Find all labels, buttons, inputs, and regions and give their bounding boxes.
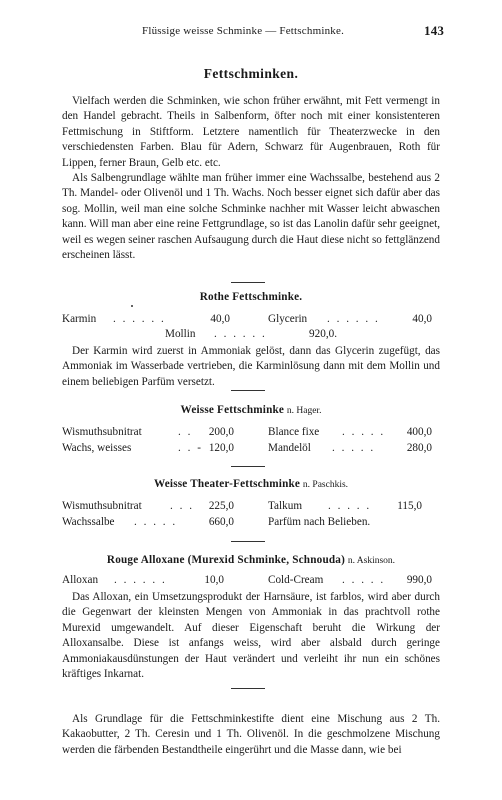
ingredient-leader: . . - — [178, 442, 203, 454]
ingredient-row — [0, 313, 502, 329]
recipe-title — [0, 478, 502, 490]
ingredient-row — [0, 426, 502, 442]
section-title: Fettschminken. — [203, 66, 299, 81]
ingredient-name: Parfüm nach Belieben. — [268, 516, 371, 528]
intro-paragraph: Vielfach werden die Schminken, wie schon früher erwähnt, mit Fett vermengt in den Handel gebracht. Theils in Salbenform, öfter noch mit einer konsistenteren Fettmischung in Stiftform. Letztere namentlich für Theaterzwecke in den verschiedensten Farben. Blau für Adern, Schwarz für Augenbrauen, Roth für Lippen, ferner Braun, Gelb etc. etc. — [62, 95, 440, 169]
ingredient-amount: 660,0 — [208, 516, 234, 528]
ingredient-amount: 920,0. — [309, 328, 337, 340]
section-divider — [231, 282, 265, 283]
ingredient-name: Blance fixe — [268, 426, 320, 438]
ingredient-row — [0, 328, 502, 344]
section-divider — [231, 541, 265, 542]
recipe-title-text: Weisse Fettschminke — [180, 404, 285, 416]
ingredient-row — [0, 500, 502, 516]
recipe-paragraph: Der Karmin wird zuerst in Ammoniak gelöst, dann das Glycerin zugefügt, das Ammoniak im Wasserbade vertrieben, die Karminlösung dann mit dem Mollin und einem beliebigen Parfüm versetzt. — [62, 345, 440, 388]
recipe-text — [62, 344, 440, 390]
ingredient-name: Wismuthsubnitrat — [62, 500, 142, 512]
ingredient-leader: . . . . . . — [327, 313, 380, 325]
closing-paragraph: Als Grundlage für die Fettschminkestifte dient eine Mischung aus 2 Th. Kakaobutter, 2 Th. Ceresin und 1 Th. Olivenöl. In die geschmolzene Mischung werden die färbenden Bestandtheile eingerührt und die Masse dann, wie bei — [62, 713, 440, 756]
ingredient-name: Wachssalbe — [62, 516, 115, 528]
ingredient-leader: . . . . . — [342, 426, 386, 438]
ingredient-amount: 40,0 — [210, 313, 230, 325]
recipe-author: n. Hager. — [286, 406, 322, 416]
page-number: 143 — [424, 23, 445, 38]
recipe-title — [0, 554, 502, 566]
recipe-paragraph: Das Alloxan, ein Umsetzungsprodukt der Harnsäure, ist farblos, wird aber durch die Gegenwart der kleinsten Mengen von Ammoniak in das prachtvoll rothe Murexid umgewandelt. Auf dieser Eigenschaft beruht die Wirkung der Alloxansalbe. Diese ist anfangs weiss, wird aber alsbald durch geringe Ammoniakausdünstungen der Haut verändert und verleiht ihr nun ein schönes kräftiges Inkarnat. — [62, 591, 440, 681]
ingredient-name: Glycerin — [268, 313, 308, 325]
recipe-author: n. Paschkis. — [302, 480, 349, 490]
ingredient-name: Karmin — [62, 313, 97, 325]
ingredient-amount: 120,0 — [208, 442, 234, 454]
section-divider — [231, 390, 265, 391]
ingredient-leader: . . — [178, 426, 193, 438]
ingredient-leader: . . . . . — [332, 442, 376, 454]
section-divider — [231, 466, 265, 467]
ingredient-name: Wachs, weisses — [62, 442, 132, 454]
recipe-title-text: Rouge Alloxane (Murexid Schminke, Schnouda) — [106, 554, 346, 566]
recipe-title — [0, 291, 502, 303]
ingredient-amount: 40,0 — [412, 313, 432, 325]
recipe-title-text: Rothe Fettschminke. — [199, 291, 303, 303]
intro-paragraph: Als Salbengrundlage wählte man früher immer eine Wachssalbe, bestehend aus 2 Th. Mandel- oder Olivenöl und 1 Th. Wachs. Noch besser eignet sich dafür aber das sog. Mollin, weil man eine solche Schminke nachher mit Wasser leicht abwaschen kann. Will man aber eine reine Fettgrundlage, so ist das Lanolin dafür sehr geeignet, weil es wegen seiner raschen Aufsaugung durch die Haut diese nicht so fettglänzend erscheinen lässt. — [62, 172, 440, 262]
ingredient-amount: 280,0 — [406, 442, 432, 454]
ingredient-leader: . . . . . . — [114, 574, 167, 586]
ingredient-amount: 225,0 — [208, 500, 234, 512]
intro-text — [62, 94, 440, 263]
ingredient-row — [0, 442, 502, 458]
ingredient-name: Alloxan — [62, 574, 99, 586]
ingredient-leader: . . . — [170, 500, 194, 512]
recipe-text — [62, 590, 440, 682]
recipe-author: n. Askinson. — [347, 556, 396, 566]
print-speck — [131, 305, 133, 307]
ingredient-amount: 200,0 — [208, 426, 234, 438]
recipe-title-text: Weisse Theater-Fettschminke — [153, 478, 301, 490]
ingredient-amount: 10,0 — [204, 574, 224, 586]
ingredient-name: Mollin — [165, 328, 196, 340]
ingredient-amount: 400,0 — [406, 426, 432, 438]
ingredient-row — [0, 574, 502, 590]
ingredient-leader: . . . . . — [134, 516, 178, 528]
ingredient-leader: . . . . . — [342, 574, 386, 586]
ingredient-name: Talkum — [268, 500, 303, 512]
running-header: Flüssige weisse Schminke — Fettschminke. — [142, 25, 345, 37]
recipe-title — [0, 404, 502, 416]
ingredient-leader: . . . . . . — [214, 328, 267, 340]
ingredient-name: Cold-Cream — [268, 574, 324, 586]
ingredient-amount: 115,0 — [397, 500, 422, 512]
ingredient-row — [0, 516, 502, 532]
section-divider — [231, 688, 265, 689]
ingredient-leader: . . . . . . — [113, 313, 166, 325]
ingredient-amount: 990,0 — [406, 574, 432, 586]
ingredient-name: Mandelöl — [268, 442, 311, 454]
ingredient-name: Wismuthsubnitrat — [62, 426, 142, 438]
ingredient-leader: . . . . . — [328, 500, 372, 512]
closing-text — [62, 712, 440, 758]
